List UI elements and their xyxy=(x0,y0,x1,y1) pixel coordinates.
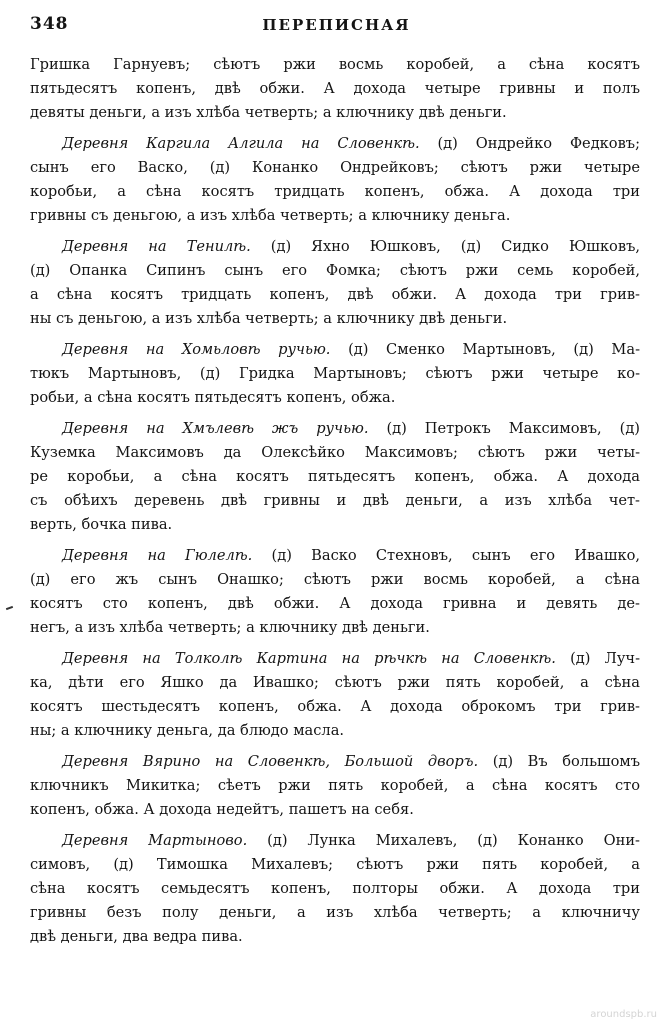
text-line xyxy=(30,592,640,616)
line-text: (д) Лунка Михалевъ, (д) Конанко Они- xyxy=(247,832,640,849)
page-number: 348 xyxy=(30,14,69,34)
paragraph xyxy=(30,132,640,228)
line-text: тюкъ Мартыновъ, (д) Гридка Мартыновъ; сѣютъ ржи четыре ко- xyxy=(30,365,640,382)
paragraph-heading: Деревня на Тенилѣ. xyxy=(62,238,251,255)
line-text: робьи, а сѣна косятъ пятьдесятъ копенъ, обжа. xyxy=(30,389,396,406)
text-line xyxy=(30,417,640,441)
line-text: гривны съ деньгою, а изъ хлѣба четверть; а ключнику деньга. xyxy=(30,207,511,224)
line-text: (д) Ондрейко Федковъ; xyxy=(419,135,640,152)
text-line xyxy=(30,901,640,925)
text-line xyxy=(30,798,640,822)
text-line xyxy=(30,259,640,283)
paragraph xyxy=(30,544,640,640)
paragraph-heading: Деревня на Хомьловѣ ручью. xyxy=(62,341,331,358)
text-line xyxy=(30,362,640,386)
line-text: двѣ деньги, два ведра пива. xyxy=(30,928,243,945)
paragraph-heading: Деревня Вярино на Словенкѣ, Большой дворъ. xyxy=(62,753,479,770)
paragraph-heading: Деревня на Гюлелѣ. xyxy=(62,547,253,564)
page-header xyxy=(30,14,643,40)
line-text: верть, бочка пива. xyxy=(30,516,173,533)
line-text: ключникъ Микитка; сѣетъ ржи пять коробей, а сѣна косятъ сто xyxy=(30,777,640,794)
text-line xyxy=(30,925,640,949)
text-line xyxy=(30,616,640,640)
line-text: ка, дѣти его Яшко да Ивашко; сѣютъ ржи пять коробей, а сѣна xyxy=(30,674,640,691)
text-line xyxy=(30,647,640,671)
line-text: косятъ шестьдесятъ копенъ, обжа. А дохода оброкомъ три грив- xyxy=(30,698,640,715)
text-line xyxy=(30,307,640,331)
paragraph xyxy=(30,235,640,331)
line-text: косятъ сто копенъ, двѣ обжи. А дохода гривна и девять де- xyxy=(30,595,640,612)
text-body xyxy=(30,53,640,949)
line-text: (д) Яхно Юшковъ, (д) Сидко Юшковъ, xyxy=(250,238,640,255)
text-line xyxy=(30,77,640,101)
text-line xyxy=(30,386,640,410)
line-text: (д) Луч- xyxy=(555,650,640,667)
paragraph xyxy=(30,647,640,743)
text-line xyxy=(30,695,640,719)
line-text: Гришка Гарнуевъ; сѣютъ ржи восмь коробей, а сѣна косятъ xyxy=(30,56,640,73)
text-line xyxy=(30,719,640,743)
text-line xyxy=(30,180,640,204)
text-line xyxy=(30,489,640,513)
paragraph xyxy=(30,417,640,537)
line-text: (д) Петрокъ Максимовъ, (д) xyxy=(368,420,640,437)
line-text: симовъ, (д) Тимошка Михалевъ; сѣютъ ржи пять коробей, а xyxy=(30,856,640,873)
text-line xyxy=(30,132,640,156)
text-line xyxy=(30,441,640,465)
text-line xyxy=(30,544,640,568)
paragraph xyxy=(30,338,640,410)
text-line xyxy=(30,204,640,228)
text-line xyxy=(30,513,640,537)
line-text: копенъ, обжа. А дохода недейтъ, пашетъ на себя. xyxy=(30,801,414,818)
text-line xyxy=(30,101,640,125)
paragraph xyxy=(30,829,640,949)
watermark: aroundspb.ru xyxy=(590,1009,657,1020)
paragraph-heading: Деревня на Толколѣ Картина на рѣчкѣ на Словенкѣ. xyxy=(62,650,556,667)
text-line xyxy=(30,568,640,592)
text-line xyxy=(30,465,640,489)
line-text: гривны безъ полу деньги, а изъ хлѣба четверть; а ключничу xyxy=(30,904,640,921)
line-text: (д) Опанка Сипинъ сынъ его Фомка; сѣютъ ржи семь коробей, xyxy=(30,262,640,279)
text-line xyxy=(30,53,640,77)
line-text: пятьдесятъ копенъ, двѣ обжи. А дохода четыре гривны и полъ xyxy=(30,80,640,97)
text-line xyxy=(30,877,640,901)
margin-mark xyxy=(6,606,13,610)
text-line xyxy=(30,235,640,259)
text-line xyxy=(30,156,640,180)
line-text: а сѣна косятъ тридцать копенъ, двѣ обжи. А дохода три грив- xyxy=(30,286,640,303)
text-line xyxy=(30,338,640,362)
line-text: (д) Въ большомъ xyxy=(478,753,640,770)
line-text: девяты деньги, а изъ хлѣба четверть; а ключнику двѣ деньги. xyxy=(30,104,507,121)
paragraph-heading: Деревня Мартыново. xyxy=(62,832,248,849)
line-text: (д) Васко Стехновъ, сынъ его Ивашко, xyxy=(252,547,640,564)
line-text: ре коробьи, а сѣна косятъ пятьдесятъ копенъ, обжа. А дохода xyxy=(30,468,640,485)
line-text: Куземка Максимовъ да Олексѣйко Максимовъ; сѣютъ ржи четы- xyxy=(30,444,640,461)
paragraph xyxy=(30,53,640,125)
line-text: (д) его жъ сынъ Онашко; сѣютъ ржи восмь коробей, а сѣна xyxy=(30,571,640,588)
text-line xyxy=(30,774,640,798)
line-text: ны съ деньгою, а изъ хлѣба четверть; а ключнику двѣ деньги. xyxy=(30,310,508,327)
line-text: сѣна косятъ семьдесятъ копенъ, полторы обжи. А дохода три xyxy=(30,880,640,897)
text-line xyxy=(30,671,640,695)
paragraph-heading: Деревня Каргила Алгила на Словенкѣ. xyxy=(62,135,420,152)
line-text: съ обѣихъ деревень двѣ гривны и двѣ деньги, а изъ хлѣба чет- xyxy=(30,492,640,509)
line-text: (д) Сменко Мартыновъ, (д) Ма- xyxy=(330,341,640,358)
line-text: негъ, а изъ хлѣба четверть; а ключнику двѣ деньги. xyxy=(30,619,430,636)
running-head: ПЕРЕПИСНАЯ xyxy=(262,16,411,34)
text-line xyxy=(30,853,640,877)
paragraph xyxy=(30,750,640,822)
text-line xyxy=(30,829,640,853)
text-line xyxy=(30,750,640,774)
paragraph-heading: Деревня на Хмълевѣ жъ ручью. xyxy=(62,420,369,437)
text-line xyxy=(30,283,640,307)
line-text: ны; а ключнику деньга, да блюдо масла. xyxy=(30,722,345,739)
line-text: коробьи, а сѣна косятъ тридцать копенъ, обжа. А дохода три xyxy=(30,183,640,200)
line-text: сынъ его Васко, (д) Конанко Ондрейковъ; сѣютъ ржи четыре xyxy=(30,159,640,176)
